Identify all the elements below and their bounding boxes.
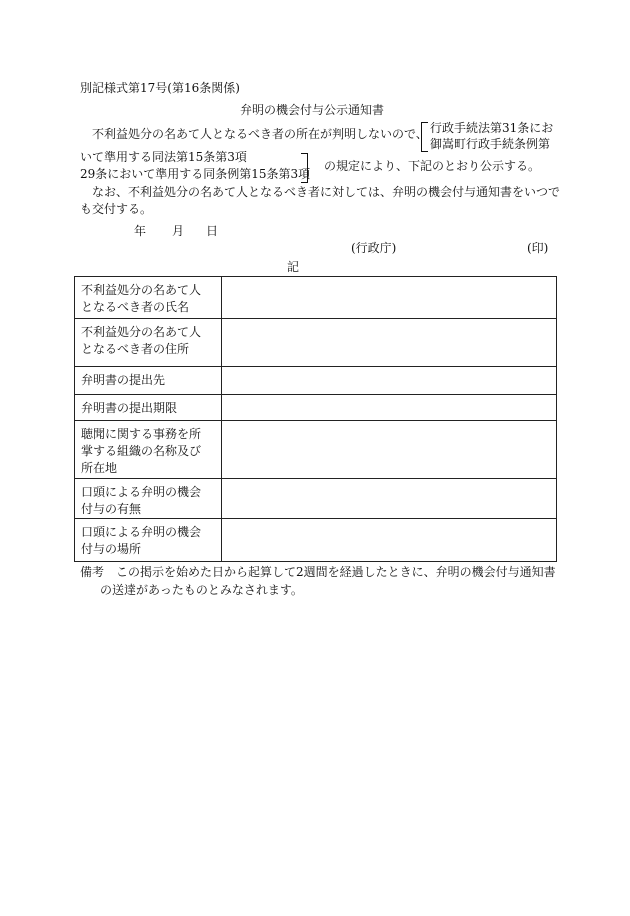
row-value[interactable]: [222, 367, 557, 395]
row-label: 口頭による弁明の機会 付与の場所: [75, 519, 222, 562]
bracket-right-open: [421, 122, 428, 152]
bracket-left-line-2: 29条において準用する同条例第15条第3項: [80, 167, 311, 181]
date-day: 日: [206, 224, 219, 238]
row-label: 不利益処分の名あて人 となるべき者の氏名: [75, 277, 222, 319]
paragraph-2-line-2: も交付する。: [80, 202, 153, 216]
form-number: 別記様式第17号(第16条関係): [80, 81, 240, 95]
bracket-right-line-2: 御嵩町行政手続条例第: [430, 137, 551, 151]
row-value[interactable]: [222, 319, 557, 367]
bracket-left-close: [301, 153, 308, 183]
table-row: [75, 395, 557, 421]
row-value[interactable]: [222, 519, 557, 562]
table-row: [75, 421, 557, 479]
row-value[interactable]: [222, 421, 557, 479]
row-label: 口頭による弁明の機会 付与の有無: [75, 479, 222, 519]
issuing-agency: (行政庁): [351, 241, 397, 255]
note-line-2: の送達があったものとみなされます。: [100, 583, 303, 597]
table-row: [75, 479, 557, 519]
table-row: [75, 319, 557, 367]
document-title: 弁明の機会付与公示通知書: [240, 103, 385, 117]
row-value[interactable]: [222, 479, 557, 519]
row-value[interactable]: [222, 277, 557, 319]
table-row: [75, 519, 557, 562]
paragraph-1-end: の規定により、下記のとおり公示する。: [324, 159, 541, 173]
bracket-right-line-1: 行政手続法第31条にお: [430, 121, 554, 135]
note-heading: 備考: [80, 565, 105, 579]
ki-heading: 記: [287, 260, 300, 274]
table-row: [75, 277, 557, 319]
note-line-1: この掲示を始めた日から起算して2週間を経過したときに、弁明の機会付与通知書: [116, 565, 556, 579]
table-row: [75, 367, 557, 395]
seal-mark: (印): [527, 241, 549, 255]
row-label: 聴聞に関する事務を所 掌する組織の名称及び 所在地: [75, 421, 222, 479]
paragraph-2-line-1: なお、不利益処分の名あて人となるべき者に対しては、弁明の機会付与通知書をいつで: [92, 185, 561, 199]
date-month: 月: [172, 224, 185, 238]
row-label: 弁明書の提出先: [75, 367, 222, 395]
row-label: 不利益処分の名あて人 となるべき者の住所: [75, 319, 222, 367]
row-label: 弁明書の提出期限: [75, 395, 222, 421]
row-value[interactable]: [222, 395, 557, 421]
items-table: [74, 276, 557, 562]
date-year: 年: [134, 224, 147, 238]
paragraph-1-start: 不利益処分の名あて人となるべき者の所在が判明しないので、: [92, 127, 428, 141]
bracket-left-line-1: いて準用する同法第15条第3項: [80, 150, 247, 164]
